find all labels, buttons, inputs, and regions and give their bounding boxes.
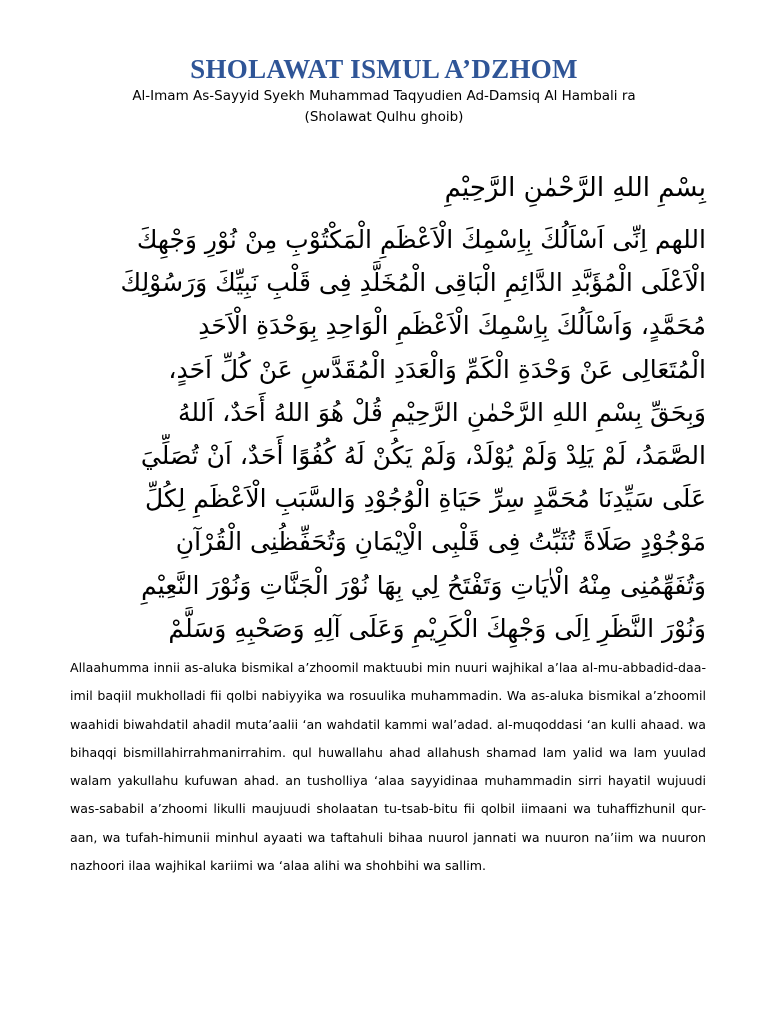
basmala-line: بِسْمِ اللهِ الرَّحْمٰنِ الرَّحِيْمِ [444, 173, 706, 203]
arabic-line: الصَّمَدُ، لَمْ يَلِدْ وَلَمْ يُوْلَدْ، وَلَمْ يَكُنْ لَهُ كُفُوًا أَحَدٌ، اَنْ تُصَلِّيَ [140, 441, 706, 471]
arabic-line: مُحَمَّدٍ، وَاَسْاَلُكَ بِاِسْمِكَ الْاَعْظَمِ الْوَاحِدِ بِوَحْدَةِ الْاَحَدِ [198, 311, 706, 341]
arabic-line: وَنُوْرَ النَّظَرِ اِلَى وَجْهِكَ الْكَرِيْمِ وَعَلَى آلِهِ وَصَحْبِهِ وَسَلَّمْ [168, 613, 706, 643]
subtitle-line: (Sholawat Qulhu ghoib) [304, 109, 464, 125]
arabic-line: عَلَى سَيِّدِنَا مُحَمَّدٍ سِرِّ حَيَاةِ الْوُجُوْدِ وَالسَّبَبِ الْاَعْظَمِ لِكُلِّ [145, 484, 706, 514]
arabic-line: الْاَعْلَى الْمُؤَبَّدِ الدَّائِمِ الْبَاقِى الْمُخَلَّدِ فِى قَلْبِ نَبِيِّكَ وَرَسُوْلِكَ [120, 268, 706, 298]
arabic-line: اللهم اِنِّى اَسْاَلُكَ بِاِسْمِكَ الْاَعْظَمِ الْمَكْتُوْبِ مِنْ نُوْرِ وَجْهِكَ [136, 225, 706, 254]
page-title: SHOLAWAT ISMUL A’DZHOM [190, 54, 578, 84]
arabic-text [70, 218, 706, 650]
transliteration-paragraph: Allaahumma innii as-aluka bismikal a’zhoomil maktuubi min nuuri wajhikal a’laa al-mu-abbadid-daa-imil baqiil mukholladi fii qolbi nabiyyika wa rosuulika muhammadin. Wa as-aluka bismikal a’zhoomil waahidi biwahdatil ahadil muta’aalii ‘an wahdatil kammi wal’adad. al-muqoddasi ‘an kulli ahaad. wa bihaqqi bismillahirrahmanirrahim. qul huwallahu ahad allahush shamad lam yalid wa lam yuulad walam yakullahu kufuwan ahad. an tusholliya ‘alaa sayyidinaa muhammadin sirri hayatil wujuudi was-sababil a’zhoomi likulli maujuudi sholaatan tu-tsab-bitu fii qolbil iimaani wa tuhaffizhunil qur-aan, wa tufah-himunii minhul ayaati wa taftahuli bihaa nuurol jannati wa nuuron na’iim wa nuuron nazhoori ilaa wajhikal kariimi wa ‘alaa alihi wa shohbihi wa sallim. [70, 660, 706, 874]
arabic-line: مَوْجُوْدٍ صَلَاةً تُثَبِّتُ فِى قَلْبِى الْاِيْمَانِ وَتُحَفِّظُنِى الْقُرْآنِ [175, 527, 706, 557]
arabic-line: وَبِحَقِّ بِسْمِ اللهِ الرَّحْمٰنِ الرَّحِيْمِ قُلْ هُوَ اللهُ أَحَدٌ، اَللهُ [177, 397, 706, 427]
arabic-line: وَتُفَهِّمُنِى مِنْهُ الْاٰيَاتِ وَتَفْتَحُ لِي بِهَا نُوْرَ الْجَنَّاتِ وَنُوْرَ النَّعِيْمِ [141, 570, 706, 600]
author-line: Al-Imam As-Sayyid Syekh Muhammad Taqyudien Ad-Damsiq Al Hambali ra [132, 88, 636, 104]
arabic-line: الْمُتَعَالِى عَنْ وَحْدَةِ الْكَمِّ وَالْعَدَدِ الْمُقَدَّسِ عَنْ كُلِّ اَحَدٍ، [168, 354, 706, 384]
